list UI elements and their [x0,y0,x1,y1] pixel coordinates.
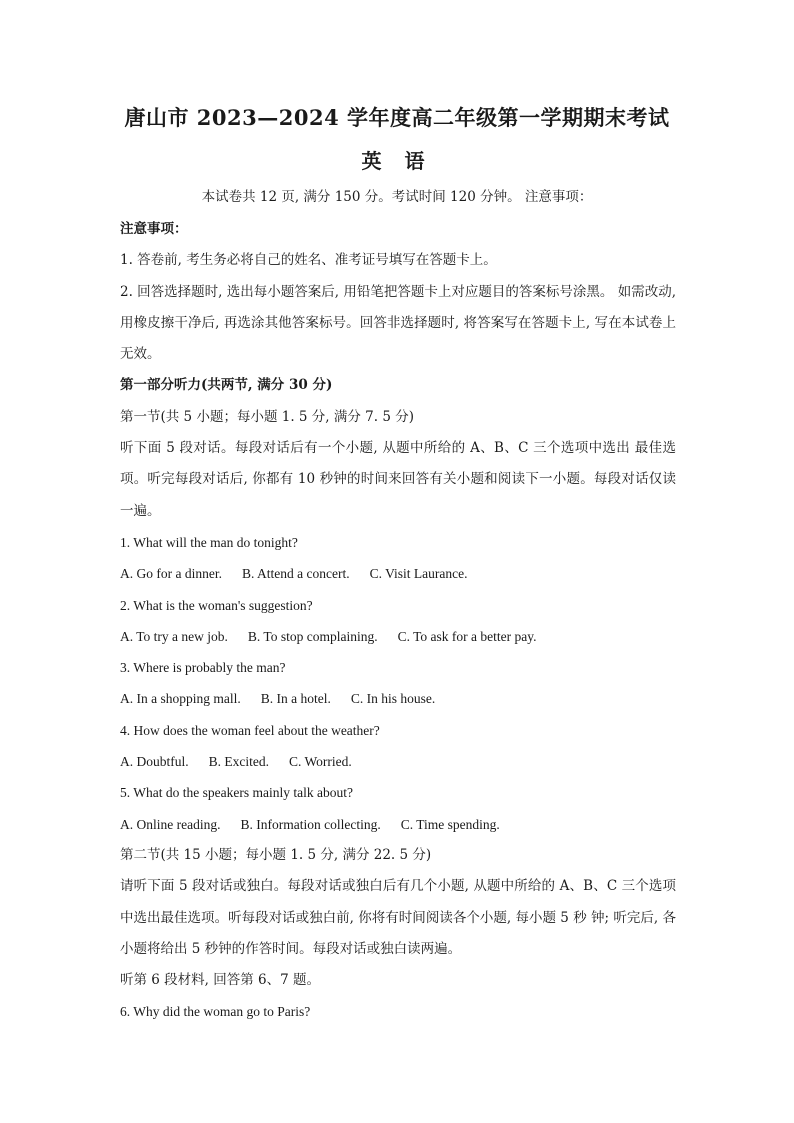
question-5: 5. What do the speakers mainly talk about? [120,785,353,801]
option-a: A. In a shopping mall. [120,691,241,707]
option-c: C. In his house. [350,691,436,707]
question-6: 6. Why did the woman go to Paris? [120,1004,311,1020]
option-a: A. Doubtful. [120,754,189,770]
option-a: A. Go for a dinner. [120,566,222,582]
question-1-options [120,558,676,589]
section2-instructions: 请听下面 5 段对话或独白。每段对话或独白后有几个小题, 从题中所给的 A、B、C 三个选项中选出最佳选项。听每段对话或独白前, 你将有时间阅读各个小题, 每小题 5 秒 钟; 听完后, 各小题将给出 5 秒钟的作答时间。每段对话或独白读两遍。 [120,878,676,957]
option-b: B. To stop complaining. [247,628,378,644]
option-c: C. Visit Laurance. [369,566,468,582]
option-c: C. To ask for a better pay. [397,628,537,644]
exam-info: 本试卷共 12 页, 满分 150 分。考试时间 120 分钟。 注意事项： [201,189,593,205]
note-item-1: 1. 答卷前, 考生务必将自己的姓名、准考证号填写在答题卡上。 [120,252,497,269]
question-2: 2. What is the woman's suggestion? [120,597,313,613]
exam-title: 唐山市 2023—2024 学年度高二年级第一学期期末考试 [124,105,670,130]
question-3: 3. Where is probably the man? [120,660,286,676]
option-a: A. To try a new job. [120,628,228,644]
option-c: C. Worried. [289,754,352,770]
question-4-options [120,746,676,777]
section2-heading: 第二节(共 15 小题；每小题 1. 5 分, 满分 22. 5 分) [120,846,432,863]
part1-heading: 第一部分听力(共两节, 满分 30 分) [120,377,333,394]
section1-heading: 第一节(共 5 小题；每小题 1. 5 分, 满分 7. 5 分) [120,408,414,425]
notes-heading: 注意事项： [120,221,188,237]
option-b: B. Attend a concert. [241,566,350,582]
option-c: C. Time spending. [400,816,500,832]
note-item-2: 2. 回答选择题时, 选出每小题答案后, 用铅笔把答题卡上对应题目的答案标号涂黑。 如需改动, 用橡皮擦干净后, 再选涂其他答案标号。回答非选择题时, 将答案写在答题卡上, 写在本试卷上无效。 [120,283,676,363]
question-1: 1. What will the man do tonight? [120,534,298,550]
option-b: B. In a hotel. [260,691,331,707]
question-3-options [120,683,676,714]
option-a: A. Online reading. [120,816,221,832]
exam-content [120,214,676,1028]
material-6-note: 听第 6 段材料, 回答第 6、7 题。 [120,972,321,989]
option-b: B. Excited. [208,754,269,770]
option-b: B. Information collecting. [240,816,381,832]
question-5-options [120,809,676,840]
section1-instructions: 听下面 5 段对话。每段对话后有一个小题, 从题中所给的 A、B、C 三个选项中选出 最佳选项。听完每段对话后, 你都有 10 秒钟的时间来回答有关小题和阅读下一小题。每段对话仅读一遍。 [120,440,676,519]
question-4: 4. How does the woman feel about the weather? [120,722,380,738]
question-2-options [120,621,676,652]
subject-title: 英 语 [361,149,433,173]
